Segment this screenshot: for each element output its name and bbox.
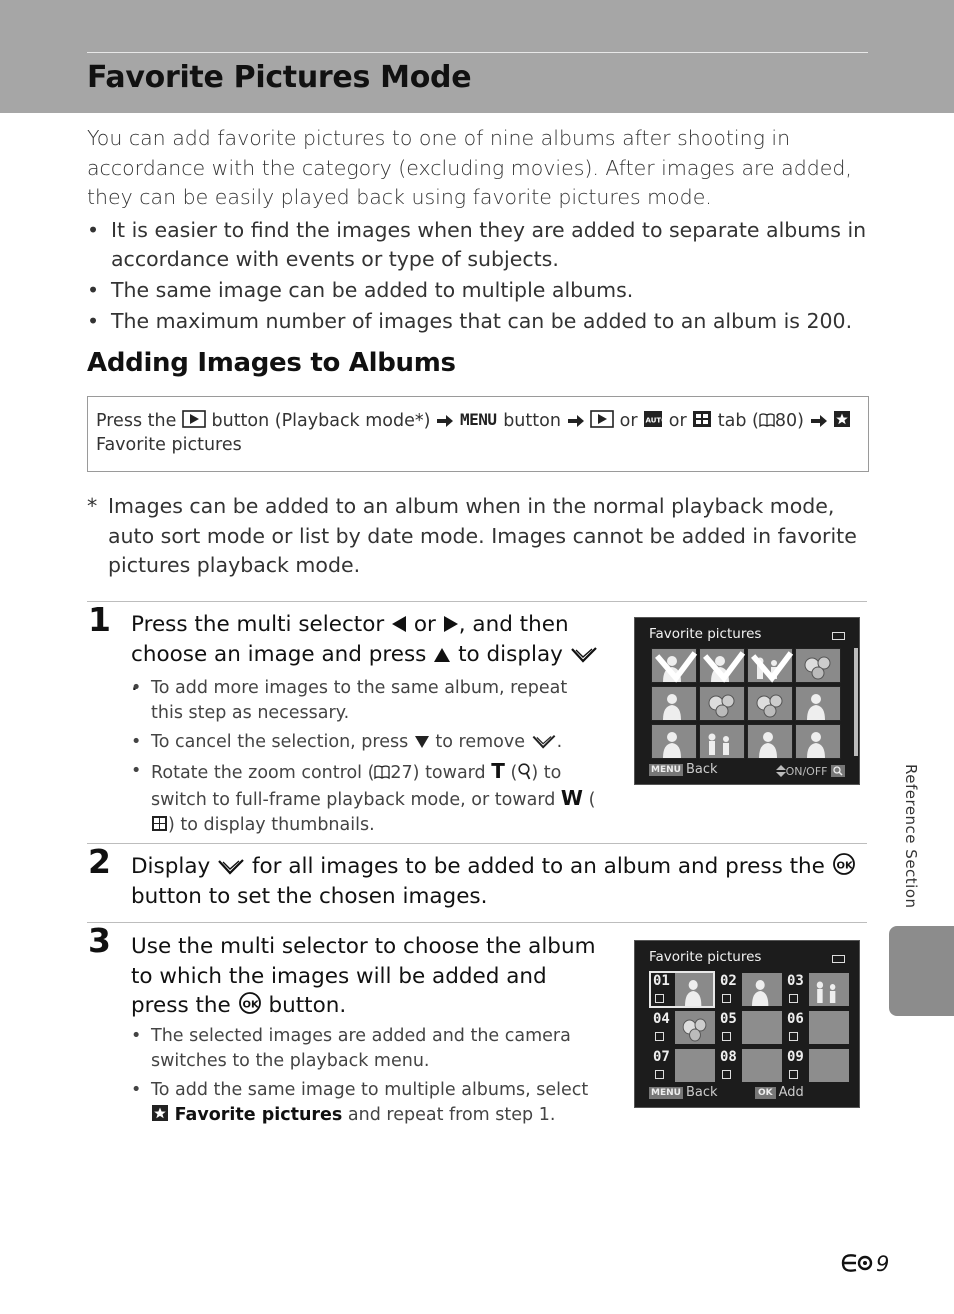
favorite-check-icon	[654, 649, 698, 682]
album-checkbox	[722, 1070, 731, 1079]
album-image	[675, 1049, 715, 1082]
album-checkbox	[655, 1032, 664, 1041]
list-item: • The selected images are added and the camera switches to the playback menu.	[131, 1024, 601, 1074]
favorite-check-icon	[570, 645, 598, 663]
favorite-pictures-icon	[833, 410, 851, 428]
album-number: 03	[787, 973, 804, 989]
album-cell[interactable]	[718, 1049, 782, 1082]
thumbnail-image[interactable]	[747, 686, 793, 721]
album-image	[742, 973, 782, 1006]
procedure-box	[87, 396, 869, 472]
side-section-label: Reference Section	[902, 764, 920, 909]
book-reference-icon	[759, 412, 775, 428]
footnote-text: Images can be added to an album when in the normal playback mode, auto sort mode or list by date mode. Images cannot be added in favorite pictures playback mode.	[108, 494, 857, 577]
svg-text:MENU: MENU	[459, 410, 497, 429]
footnote	[87, 492, 877, 581]
triangle-up-icon	[433, 647, 451, 663]
step-heading	[131, 852, 861, 911]
ok-button-icon	[832, 853, 856, 875]
list-item: • To cancel the selection, press to remove .	[131, 730, 601, 755]
screen-footer-add: OK Add	[755, 1085, 804, 1100]
album-checkbox	[722, 1032, 731, 1041]
thumbnail-image[interactable]	[795, 648, 841, 683]
battery-icon	[832, 632, 845, 640]
menu-key-icon: MENU	[651, 1088, 681, 1098]
triangle-right-icon	[443, 615, 459, 633]
album-number: 07	[653, 1049, 670, 1065]
thumbnail-image[interactable]	[795, 686, 841, 721]
step-text: Press the multi selector	[131, 612, 385, 637]
procedure-text: Favorite pictures	[96, 435, 242, 455]
procedure-text: Press the	[96, 411, 177, 431]
selection-highlight	[649, 971, 715, 1008]
thumbnail-image[interactable]	[795, 724, 841, 759]
arrow-right-icon	[567, 414, 585, 428]
screen-footer-back: MENU Back	[651, 1085, 718, 1100]
scrollbar	[854, 648, 858, 756]
thumbnail-image[interactable]	[747, 724, 793, 759]
section-title: Adding Images to Albums	[87, 348, 456, 378]
page-reference: 80)	[774, 411, 804, 431]
ok-button-icon	[238, 992, 262, 1014]
triangle-left-icon	[391, 615, 407, 633]
step-text: for all images to be added to an album and press the	[251, 854, 825, 879]
triangle-down-icon	[414, 735, 430, 749]
intro-paragraph: You can add favorite pictures to one of nine albums after shooting in accordance with the category (excluding movies). After images are added, they can be easily played back using favorite pictures mode.	[87, 126, 852, 209]
album-checkbox	[789, 994, 798, 1003]
step-text: Use the multi selector to choose the album to which the images will be added and press the	[131, 934, 596, 1018]
album-image	[809, 1011, 849, 1044]
step-text: or	[413, 612, 436, 637]
battery-icon	[832, 955, 845, 963]
auto-sort-tab-icon	[643, 410, 668, 428]
album-number: 05	[720, 1011, 737, 1027]
screen-footer-back: MENU Back	[651, 762, 718, 777]
procedure-text: tab (	[717, 411, 759, 431]
page-number: 9	[840, 1252, 889, 1276]
playback-button-icon	[182, 410, 206, 428]
camera-screen-albums	[634, 940, 860, 1108]
album-number: 01	[653, 973, 670, 989]
step-heading	[131, 932, 611, 1021]
zoom-magnifier-icon	[517, 763, 531, 780]
step-number: 3	[88, 921, 111, 960]
album-cell[interactable]	[785, 1049, 849, 1082]
album-number: 08	[720, 1049, 737, 1065]
album-cell[interactable]	[651, 1049, 715, 1082]
thumbnail-image[interactable]	[651, 724, 697, 759]
album-image	[675, 1011, 715, 1044]
step-bullets	[131, 1024, 601, 1132]
svg-text:AUTO: AUTO	[645, 416, 668, 425]
list-item: • It is easier to find the images when they are added to separate albums in accordance with events or type of subjects.	[87, 216, 877, 274]
list-item: • To add the same image to multiple albums, select Favorite pictures and repeat from step 1.	[131, 1078, 601, 1128]
svg-text:OK: OK	[242, 999, 259, 1011]
album-image	[809, 1049, 849, 1082]
step-text: button to set the chosen images.	[131, 883, 488, 909]
thumbnail-image[interactable]	[699, 648, 745, 683]
side-tab	[889, 926, 954, 1016]
header-band	[0, 0, 954, 113]
divider	[87, 843, 867, 844]
step-bullets	[131, 676, 601, 842]
list-item: • The maximum number of images that can be added to an album is 200.	[87, 307, 877, 336]
favorite-check-icon	[750, 649, 794, 682]
thumbnail-grid-icon	[151, 815, 168, 832]
step-number: 1	[88, 600, 111, 639]
album-number: 04	[653, 1011, 670, 1027]
thumbnail-image[interactable]	[699, 686, 745, 721]
divider	[87, 922, 867, 923]
arrow-right-icon	[810, 414, 828, 428]
album-image	[809, 973, 849, 1006]
svg-text:OK: OK	[836, 860, 853, 872]
thumbnail-image[interactable]	[699, 724, 745, 759]
camera-screen-thumbnails	[634, 617, 860, 785]
favorite-pictures-icon	[151, 1104, 169, 1122]
album-checkbox	[789, 1070, 798, 1079]
reference-e-icon	[840, 1253, 874, 1273]
step-text: button.	[268, 993, 347, 1018]
album-cell[interactable]	[785, 973, 849, 1006]
page-title: Favorite Pictures Mode	[87, 60, 472, 95]
album-image	[742, 1011, 782, 1044]
list-item: • To add more images to the same album, repeat this step as necessary.	[131, 676, 601, 726]
step-text: , and then choose an image and press	[131, 612, 569, 667]
favorite-check-icon	[217, 857, 245, 875]
screen-title: Favorite pictures	[649, 626, 762, 642]
favorite-check-icon	[702, 649, 746, 682]
procedure-text: or	[619, 411, 638, 431]
album-checkbox	[789, 1032, 798, 1041]
thumbnail-image[interactable]	[651, 648, 697, 683]
album-number: 02	[720, 973, 737, 989]
header-rule	[87, 52, 868, 53]
playback-tab-icon	[590, 410, 614, 428]
book-reference-icon	[374, 764, 390, 780]
procedure-text: or	[668, 411, 687, 431]
procedure-text: button (Playback mode*)	[211, 411, 431, 431]
procedure-text: button	[503, 411, 561, 431]
album-cell[interactable]	[651, 973, 715, 1006]
ok-key-icon: OK	[755, 1087, 776, 1099]
step-number: 2	[88, 842, 111, 881]
screen-title: Favorite pictures	[649, 949, 762, 965]
menu-button-icon	[460, 410, 498, 428]
list-by-date-tab-icon	[692, 410, 712, 428]
album-cell[interactable]	[651, 1011, 715, 1044]
album-cell[interactable]	[718, 973, 782, 1006]
list-item: • Rotate the zoom control ( 27) toward T ( ) to switch to full-frame playback mode, or toward W () to display thumbnails.	[131, 759, 601, 838]
step-text: to display	[458, 641, 563, 667]
album-number: 06	[787, 1011, 804, 1027]
album-checkbox	[655, 1070, 664, 1079]
list-item: • The same image can be added to multiple albums.	[87, 276, 877, 305]
intro-bullets	[87, 216, 877, 338]
step-text: Display	[131, 854, 211, 879]
up-down-arrow-icon	[776, 765, 786, 777]
divider	[87, 601, 867, 602]
album-number: 09	[787, 1049, 804, 1065]
footnote-marker: *	[87, 494, 98, 518]
album-image	[742, 1049, 782, 1082]
album-checkbox	[722, 994, 731, 1003]
favorite-check-icon	[531, 733, 557, 749]
magnifier-icon	[831, 765, 845, 777]
album-cell[interactable]	[785, 1011, 849, 1044]
thumbnail-image[interactable]	[651, 686, 697, 721]
step-text: .	[131, 671, 138, 696]
thumbnail-image[interactable]	[747, 648, 793, 683]
arrow-right-icon	[436, 414, 454, 428]
album-cell[interactable]	[718, 1011, 782, 1044]
screen-footer-onoff: ON/OFF	[776, 765, 845, 778]
menu-key-icon: MENU	[651, 765, 681, 775]
